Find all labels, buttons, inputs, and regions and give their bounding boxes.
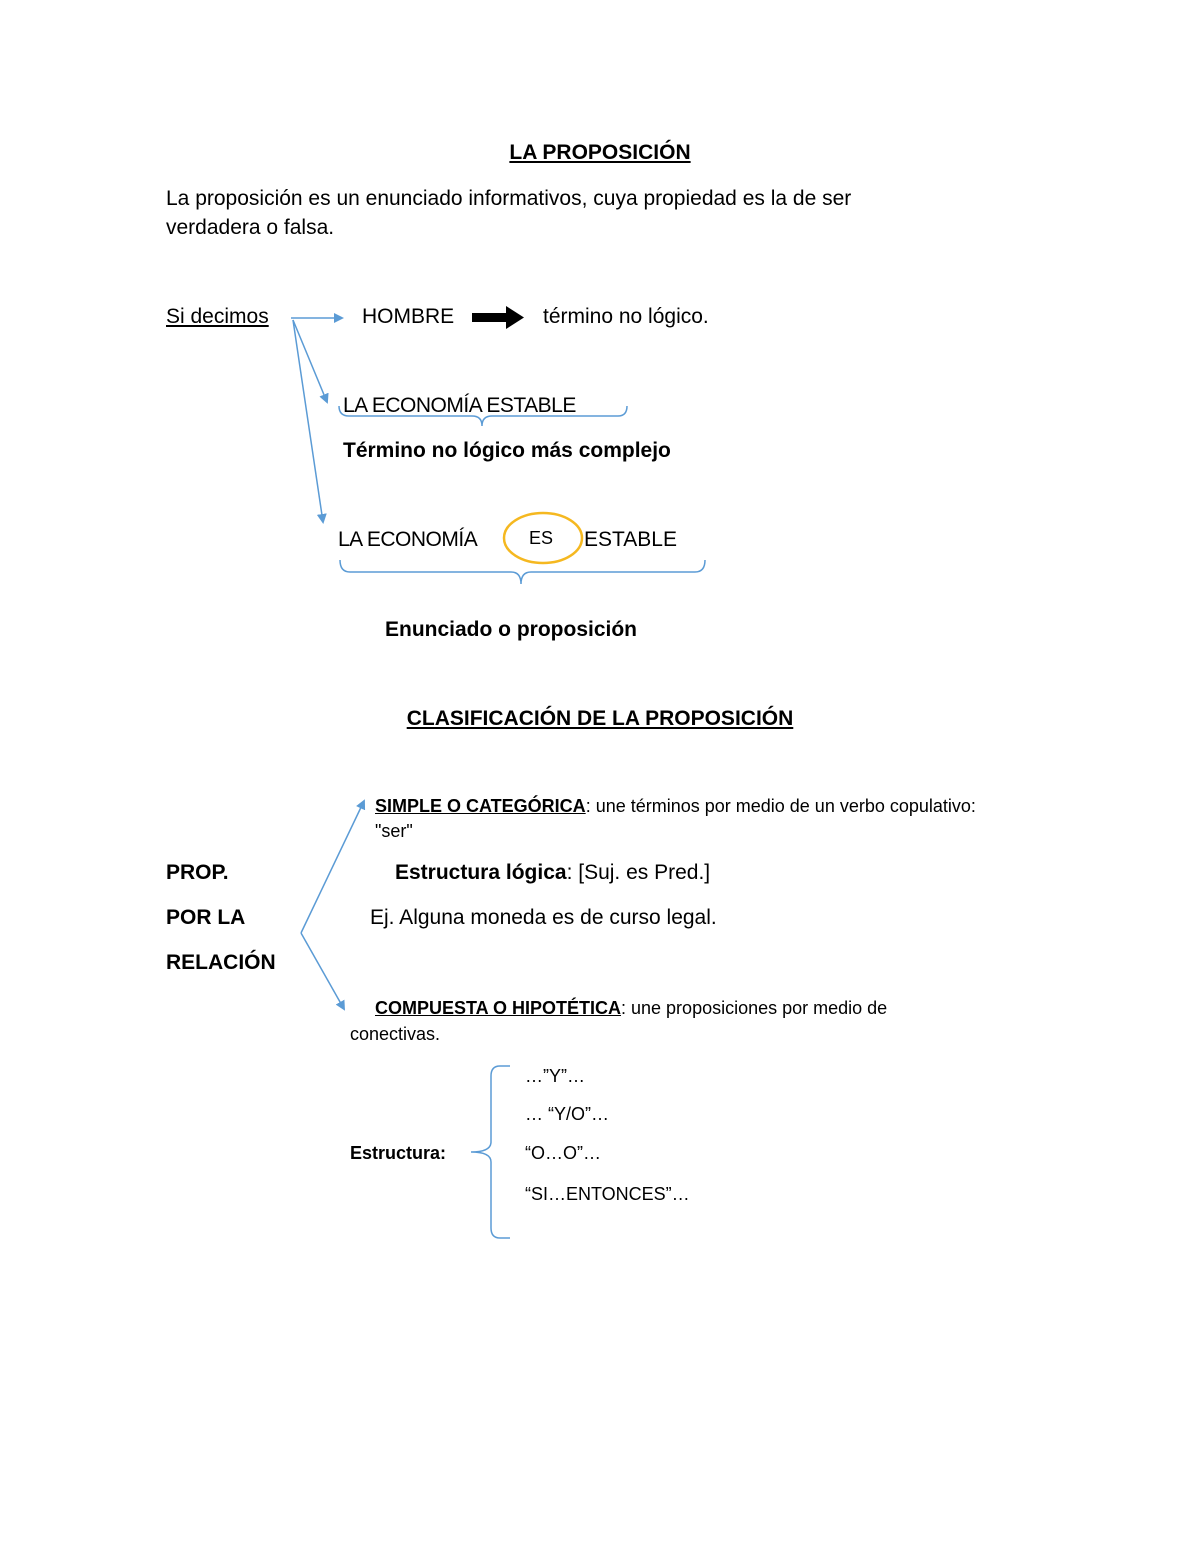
simple-title: SIMPLE O CATEGÓRICA bbox=[375, 796, 586, 816]
black-arrow-icon bbox=[472, 306, 524, 329]
si-decimos-label: Si decimos bbox=[166, 305, 269, 328]
simple-desc-2: "ser" bbox=[375, 821, 413, 841]
simple-desc: : une términos por medio de un verbo copulativo: bbox=[585, 796, 976, 816]
es-circle bbox=[504, 513, 582, 563]
arrow-to-economia-es-estable bbox=[293, 320, 323, 522]
arrow-to-simple bbox=[301, 801, 364, 933]
estructura-label: Estructura: bbox=[350, 1143, 447, 1163]
termino-complejo-label: Término no lógico más complejo bbox=[343, 439, 671, 462]
example-line: Ej. Alguna moneda es de curso legal. bbox=[370, 906, 717, 929]
prop-label-1: PROP. bbox=[166, 861, 229, 884]
intro-line-2: verdadera o falsa. bbox=[166, 216, 335, 239]
compuesta-desc: : une proposiciones por medio de bbox=[621, 998, 888, 1018]
connective-item: …”Y”… bbox=[525, 1066, 585, 1086]
prop-label-3: RELACIÓN bbox=[166, 951, 276, 974]
connective-item: … “Y/O”… bbox=[525, 1104, 609, 1124]
la-economia-label: LA ECONOMÍA bbox=[338, 528, 478, 551]
page-title: LA PROPOSICIÓN bbox=[509, 141, 691, 164]
connective-item: “SI…ENTONCES”… bbox=[525, 1184, 690, 1204]
estructura-logica-label: Estructura lógica bbox=[395, 861, 567, 884]
brace-economia-estable bbox=[339, 406, 627, 426]
compuesta-title: COMPUESTA O HIPOTÉTICA bbox=[375, 998, 622, 1018]
hombre-label: HOMBRE bbox=[362, 305, 455, 328]
brace-enunciado bbox=[340, 560, 705, 584]
es-label: ES bbox=[529, 528, 554, 548]
termino-no-logico-label: término no lógico. bbox=[543, 305, 709, 328]
prop-label-2: POR LA bbox=[166, 906, 246, 929]
estable-label: ESTABLE bbox=[584, 528, 677, 551]
classification-heading: CLASIFICACIÓN DE LA PROPOSICIÓN bbox=[406, 707, 794, 730]
connective-item: “O…O”… bbox=[525, 1143, 601, 1163]
arrow-to-compuesta bbox=[301, 933, 344, 1009]
arrow-to-economia-estable bbox=[293, 320, 327, 402]
intro-line-1: La proposición es un enunciado informativos, cuya propiedad es la de ser bbox=[166, 187, 852, 210]
estructura-logica-value: : [Suj. es Pred.] bbox=[566, 861, 711, 884]
compuesta-desc-2: conectivas. bbox=[350, 1024, 441, 1044]
brace-estructura bbox=[471, 1066, 510, 1238]
enunciado-label: Enunciado o proposición bbox=[385, 618, 637, 641]
economia-estable-label: LA ECONOMÍA ESTABLE bbox=[343, 394, 576, 417]
